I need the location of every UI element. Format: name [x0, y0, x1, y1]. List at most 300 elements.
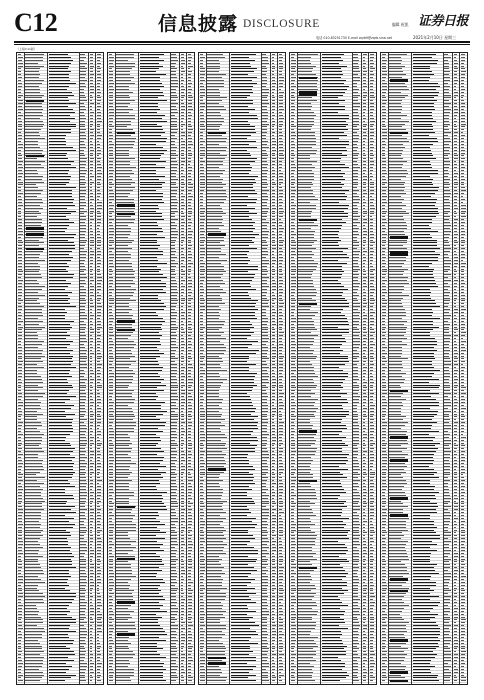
- table-cell-text: [80, 216, 86, 217]
- table-cell-text: [231, 396, 250, 397]
- table-cell-text: [231, 463, 249, 464]
- table-cell-text: [298, 277, 311, 278]
- table-cell-text: [207, 521, 223, 522]
- table-cell-text: [370, 271, 373, 272]
- table-cell-text: [140, 89, 159, 90]
- table-cell-text: [25, 266, 40, 267]
- table-cell-text: [171, 147, 177, 148]
- table-cell-text: [291, 332, 295, 333]
- table-cell-text: [140, 83, 161, 84]
- table-cell-text: [25, 457, 37, 458]
- table-cell-text: [181, 68, 184, 69]
- table-cell-text: [109, 376, 114, 377]
- table-cell-text: [109, 506, 113, 507]
- table-cell-text: [171, 495, 177, 496]
- table-cell-text: [207, 324, 224, 325]
- table-cell-text: [181, 599, 185, 600]
- table-cell-text: [353, 237, 357, 238]
- table-cell-text: [370, 332, 375, 333]
- table-cell-text: [49, 530, 66, 531]
- table-cell-text: [279, 553, 283, 554]
- table-cell-text: [200, 257, 204, 258]
- section-title-en: DISCLOSURE: [243, 18, 320, 30]
- table-cell-text: [291, 153, 294, 154]
- table-cell-text: [279, 358, 283, 359]
- table-cell-text: [370, 431, 374, 432]
- table-cell-text: [188, 631, 192, 632]
- table-cell-text: [97, 179, 101, 180]
- table-cell-text: [18, 553, 23, 554]
- table-cell-text: [188, 190, 192, 191]
- table-cell-text: [90, 373, 94, 374]
- table-cell-text: [49, 184, 66, 185]
- table-cell-text: [207, 425, 225, 426]
- table-cell-text: [25, 306, 44, 307]
- table-cell-text: [363, 515, 366, 516]
- table-cell-text: [90, 596, 93, 597]
- table-cell-text: [181, 605, 185, 606]
- table-cell-text: [171, 289, 177, 290]
- table-cell-text: [231, 277, 253, 278]
- table-cell-text: [231, 472, 248, 473]
- table-cell-text: [322, 419, 341, 420]
- table-cell-text: [181, 356, 185, 357]
- table-cell-text: [207, 155, 227, 156]
- table-cell-text: [109, 187, 112, 188]
- table-cell-text: [116, 103, 130, 104]
- table-cell-text: [188, 648, 193, 649]
- table-cell-text: [279, 677, 282, 678]
- table-cell-text: [200, 176, 205, 177]
- table-cell-text: [262, 167, 267, 168]
- table-cell-text: [116, 541, 136, 542]
- table-cell-text: [109, 327, 113, 328]
- table-cell-text: [97, 269, 101, 270]
- table-cell-text: [231, 425, 257, 426]
- table-cell-text: [90, 263, 93, 264]
- table-cell-text: [18, 71, 21, 72]
- bold-row-marker: [117, 506, 136, 509]
- table-cell-text: [207, 619, 220, 620]
- table-cell-text: [370, 121, 375, 122]
- table-cell-text: [25, 550, 39, 551]
- table-cell-text: [322, 512, 342, 513]
- table-cell-text: [291, 402, 295, 403]
- table-cell-text: [181, 495, 185, 496]
- table-cell-text: [298, 184, 312, 185]
- table-cell-text: [262, 599, 267, 600]
- table-cell-text: [231, 669, 253, 670]
- table-cell-text: [181, 385, 185, 386]
- table-cell-text: [207, 167, 219, 168]
- table-cell-text: [181, 80, 184, 81]
- table-cell-text: [116, 118, 135, 119]
- table-cell-text: [322, 263, 346, 264]
- table-cell-text: [272, 80, 276, 81]
- table-cell-text: [140, 396, 158, 397]
- table-cell-text: [171, 396, 178, 397]
- table-cell-text: [18, 614, 22, 615]
- table-cell-text: [18, 419, 21, 420]
- table-cell-text: [80, 608, 86, 609]
- table-cell-text: [18, 416, 21, 417]
- table-cell-text: [188, 634, 192, 635]
- table-cell-text: [140, 286, 165, 287]
- table-cell-text: [90, 112, 94, 113]
- table-cell-text: [97, 518, 101, 519]
- table-cell-text: [181, 196, 185, 197]
- table-cell-text: [90, 454, 94, 455]
- table-cell-text: [291, 498, 294, 499]
- table-cell-text: [171, 190, 177, 191]
- table-cell-text: [25, 431, 40, 432]
- table-cell-text: [25, 353, 41, 354]
- table-cell-text: [291, 213, 295, 214]
- table-cell-text: [200, 309, 205, 310]
- table-cell-text: [49, 92, 71, 93]
- table-cell-text: [363, 448, 365, 449]
- table-cell-text: [140, 153, 164, 154]
- table-cell-text: [298, 376, 317, 377]
- table-cell-text: [207, 271, 226, 272]
- table-cell-text: [291, 344, 296, 345]
- table-cell-text: [49, 121, 69, 122]
- table-cell-text: [171, 640, 178, 641]
- table-cell-text: [353, 495, 360, 496]
- table-cell-text: [97, 495, 101, 496]
- table-cell-text: [363, 193, 367, 194]
- table-cell-text: [363, 361, 367, 362]
- table-cell-text: [80, 553, 85, 554]
- table-cell-text: [370, 457, 374, 458]
- table-cell-text: [18, 443, 22, 444]
- table-cell-text: [49, 356, 73, 357]
- table-cell-text: [80, 263, 84, 264]
- table-cell-text: [18, 80, 21, 81]
- table-cell-text: [262, 472, 268, 473]
- table-cell-text: [200, 593, 204, 594]
- table-cell-text: [279, 269, 282, 270]
- table-cell-text: [262, 74, 266, 75]
- table-cell-text: [363, 234, 367, 235]
- table-cell-text: [97, 327, 102, 328]
- table-cell-text: [25, 147, 40, 148]
- table-cell-text: [171, 150, 176, 151]
- table-cell-text: [298, 515, 316, 516]
- table-cell-text: [171, 437, 177, 438]
- table-cell-text: [353, 492, 359, 493]
- table-cell-text: [97, 222, 102, 223]
- table-cell-text: [18, 167, 23, 168]
- table-cell-text: [49, 202, 72, 203]
- table-cell-text: [298, 132, 315, 133]
- table-cell-text: [363, 300, 366, 301]
- table-cell-text: [370, 318, 374, 319]
- table-cell-text: [279, 402, 284, 403]
- table-cell-text: [322, 118, 349, 119]
- table-cell-text: [49, 138, 65, 139]
- table-cell-text: [231, 628, 250, 629]
- table-cell-text: [80, 106, 84, 107]
- table-cell-text: [291, 315, 294, 316]
- table-cell-text: [140, 86, 164, 87]
- table-cell-text: [207, 602, 221, 603]
- table-cell-text: [200, 474, 205, 475]
- table-cell-text: [200, 332, 204, 333]
- table-cell-text: [171, 71, 176, 72]
- table-cell-text: [90, 622, 94, 623]
- table-cell-text: [262, 631, 266, 632]
- table-cell-text: [279, 527, 284, 528]
- table-cell-text: [231, 648, 249, 649]
- table-cell-text: [322, 179, 345, 180]
- table-cell-text: [80, 370, 84, 371]
- table-cell-text: [80, 675, 85, 676]
- table-cell-text: [116, 109, 133, 110]
- table-cell-text: [231, 498, 252, 499]
- table-cell-text: [181, 338, 184, 339]
- table-cell-text: [291, 225, 295, 226]
- table-cell-text: [272, 373, 276, 374]
- table-cell-text: [200, 97, 203, 98]
- table-cell-text: [80, 57, 86, 58]
- table-cell-text: [97, 379, 101, 380]
- table-cell-text: [322, 283, 341, 284]
- table-cell-text: [291, 309, 295, 310]
- table-cell-text: [18, 135, 22, 136]
- table-cell-text: [262, 503, 268, 504]
- table-cell-text: [80, 353, 85, 354]
- table-cell-text: [171, 631, 175, 632]
- table-cell-text: [90, 193, 94, 194]
- table-cell-text: [353, 95, 359, 96]
- table-cell-text: [25, 448, 42, 449]
- table-cell-text: [322, 498, 338, 499]
- table-cell-text: [231, 524, 257, 525]
- table-cell-text: [291, 80, 295, 81]
- table-cell-text: [188, 559, 192, 560]
- table-cell-text: [262, 648, 268, 649]
- table-cell-text: [279, 231, 284, 232]
- table-cell-text: [140, 100, 166, 101]
- table-cell-text: [25, 208, 42, 209]
- table-cell-text: [279, 303, 284, 304]
- table-cell-text: [90, 237, 94, 238]
- table-cell-text: [298, 208, 316, 209]
- table-cell-text: [80, 602, 86, 603]
- table-cell-text: [181, 390, 185, 391]
- table-cell-text: [291, 109, 295, 110]
- table-cell-text: [140, 266, 157, 267]
- table-cell-text: [97, 245, 101, 246]
- table-cell-text: [181, 277, 183, 278]
- table-cell-text: [97, 593, 101, 594]
- table-cell-text: [207, 547, 224, 548]
- table-cell-text: [171, 605, 175, 606]
- table-cell-text: [188, 619, 192, 620]
- table-cell-text: [207, 257, 219, 258]
- page-number: C12: [14, 8, 58, 37]
- table-cell-text: [18, 390, 21, 391]
- table-cell-text: [49, 266, 69, 267]
- table-cell-text: [109, 335, 114, 336]
- table-cell-text: [363, 92, 367, 93]
- table-cell-text: [272, 74, 274, 75]
- table-cell-text: [109, 54, 112, 55]
- table-cell-text: [279, 260, 283, 261]
- table-cell-text: [370, 315, 373, 316]
- table-cell-text: [181, 124, 185, 125]
- table-cell-text: [291, 138, 295, 139]
- table-cell-text: [140, 634, 167, 635]
- table-cell-text: [109, 576, 114, 577]
- table-cell-text: [49, 263, 67, 264]
- table-cell-text: [116, 509, 132, 510]
- table-cell-text: [171, 373, 177, 374]
- table-cell-text: [279, 408, 284, 409]
- table-cell-text: [322, 454, 349, 455]
- table-cell-text: [140, 628, 163, 629]
- table-cell-text: [370, 324, 374, 325]
- table-cell-text: [25, 112, 42, 113]
- table-cell-text: [97, 559, 100, 560]
- table-cell-text: [200, 92, 205, 93]
- table-cell-text: [262, 437, 266, 438]
- table-cell-text: [171, 242, 175, 243]
- table-cell-text: [140, 492, 166, 493]
- table-cell-text: [109, 387, 113, 388]
- table-cell-text: [171, 231, 178, 232]
- table-cell-text: [109, 498, 113, 499]
- table-cell-text: [363, 89, 365, 90]
- bold-row-marker: [208, 468, 227, 471]
- table-cell-text: [279, 521, 283, 522]
- table-cell-text: [291, 245, 296, 246]
- table-cell-text: [207, 382, 223, 383]
- table-cell-text: [207, 80, 224, 81]
- table-cell-text: [298, 118, 314, 119]
- table-cell-text: [49, 353, 69, 354]
- bold-row-marker: [117, 601, 136, 604]
- table-cell-text: [97, 193, 102, 194]
- disclosure-tables: [16, 47, 468, 685]
- table-cell-text: [18, 501, 22, 502]
- table-cell-text: [188, 556, 192, 557]
- table-cell-text: [322, 164, 345, 165]
- table-cell-text: [272, 637, 276, 638]
- table-cell-text: [171, 651, 177, 652]
- table-cell-text: [207, 199, 226, 200]
- table-cell-text: [200, 271, 205, 272]
- table-cell-text: [291, 144, 295, 145]
- column-divider: [115, 53, 116, 684]
- table-cell-text: [279, 680, 282, 681]
- table-cell-text: [231, 144, 248, 145]
- column-divider: [95, 53, 96, 684]
- table-cell-text: [322, 144, 348, 145]
- table-cell-text: [18, 675, 23, 676]
- table-cell-text: [322, 329, 349, 330]
- table-cell-text: [363, 274, 366, 275]
- table-cell-text: [298, 402, 315, 403]
- table-cell-text: [171, 532, 177, 533]
- table-cell-text: [181, 341, 184, 342]
- table-cell-text: [109, 103, 113, 104]
- table-cell-text: [140, 390, 163, 391]
- table-cell-text: [97, 124, 100, 125]
- table-cell-text: [353, 367, 358, 368]
- table-cell-text: [188, 614, 191, 615]
- table-cell-text: [90, 74, 94, 75]
- table-cell-text: [279, 190, 283, 191]
- table-cell-text: [363, 324, 366, 325]
- table-cell-text: [231, 588, 255, 589]
- table-cell-text: [370, 295, 373, 296]
- table-cell-text: [370, 341, 373, 342]
- table-cell-text: [188, 300, 191, 301]
- table-cell-text: [140, 376, 160, 377]
- table-cell-text: [97, 353, 102, 354]
- table-cell-text: [18, 277, 21, 278]
- table-cell-text: [363, 434, 367, 435]
- table-cell-text: [262, 222, 268, 223]
- table-cell-text: [370, 77, 373, 78]
- table-cell-text: [200, 182, 205, 183]
- table-cell-text: [49, 416, 66, 417]
- table-cell-text: [370, 234, 374, 235]
- table-cell-text: [90, 492, 94, 493]
- table-cell-text: [97, 651, 100, 652]
- table-cell-text: [272, 353, 276, 354]
- table-cell-text: [80, 248, 84, 249]
- table-cell-text: [363, 260, 366, 261]
- table-cell-text: [231, 570, 257, 571]
- table-cell-text: [181, 501, 184, 502]
- table-cell-text: [25, 593, 42, 594]
- table-cell-text: [18, 361, 23, 362]
- table-cell-text: [90, 646, 92, 647]
- table-cell-text: [181, 109, 185, 110]
- table-cell-text: [109, 306, 112, 307]
- table-cell-text: [181, 271, 185, 272]
- table-cell-text: [25, 547, 43, 548]
- table-cell-text: [262, 54, 266, 55]
- table-cell-text: [97, 286, 101, 287]
- table-cell-text: [291, 443, 295, 444]
- table-cell-text: [116, 672, 134, 673]
- table-cell-text: [140, 677, 162, 678]
- table-cell-text: [18, 161, 23, 162]
- table-cell-text: [97, 141, 100, 142]
- table-cell-text: [116, 367, 129, 368]
- table-cell-text: [291, 135, 296, 136]
- table-cell-text: [18, 86, 22, 87]
- table-cell-text: [231, 254, 247, 255]
- table-cell-text: [109, 469, 113, 470]
- table-cell-text: [322, 60, 343, 61]
- table-cell-text: [363, 190, 366, 191]
- table-cell-text: [80, 625, 84, 626]
- table-cell-text: [181, 358, 185, 359]
- table-cell-text: [181, 416, 184, 417]
- table-cell-text: [207, 309, 221, 310]
- table-cell-text: [353, 315, 358, 316]
- table-cell-text: [49, 379, 67, 380]
- table-cell-text: [298, 205, 315, 206]
- table-cell-text: [181, 335, 184, 336]
- table-cell-text: [353, 509, 360, 510]
- table-cell-text: [363, 341, 366, 342]
